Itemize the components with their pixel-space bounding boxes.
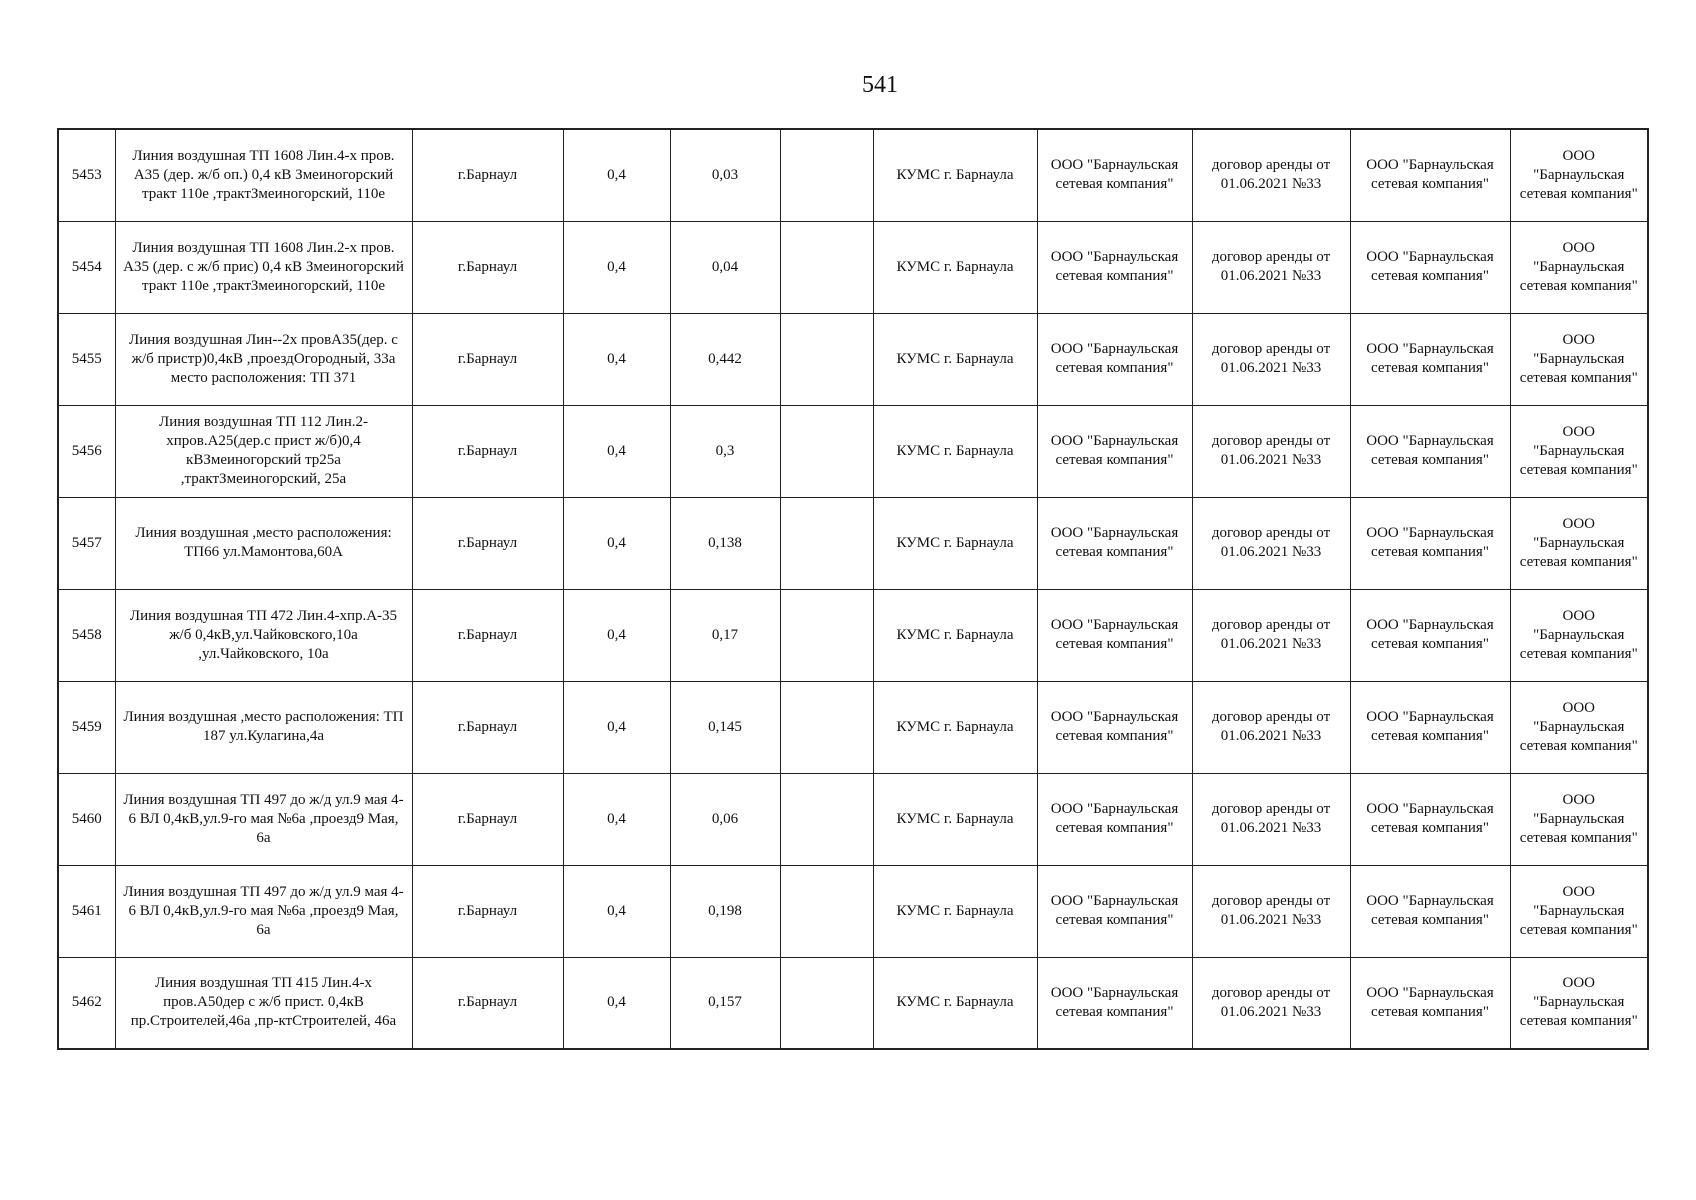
cell-owner: КУМС г. Барнаула (873, 221, 1037, 313)
cell-extra (780, 405, 873, 497)
cell-city: г.Барнаул (412, 497, 563, 589)
cell-basis: договор аренды от 01.06.2021 №33 (1192, 129, 1350, 221)
table-row (58, 589, 1648, 681)
table-row (58, 497, 1648, 589)
cell-voltage: 0,4 (563, 865, 670, 957)
cell-holder: ООО "Барнаульская сетевая компания" (1037, 221, 1192, 313)
table-row (58, 681, 1648, 773)
cell-city: г.Барнаул (412, 221, 563, 313)
cell-name: Линия воздушная ,место расположения: ТП66 ул.Мамонтова,60А (115, 497, 412, 589)
registry-table (57, 128, 1649, 1050)
cell-name: Линия воздушная ТП 472 Лин.4-хпр.А-35 ж/б 0,4кВ,ул.Чайковского,10а ,ул.Чайковского, 10а (115, 589, 412, 681)
cell-owner: КУМС г. Барнаула (873, 589, 1037, 681)
cell-extra (780, 681, 873, 773)
cell-length: 0,04 (670, 221, 780, 313)
cell-id: 5453 (58, 129, 115, 221)
cell-maintainer: ООО "Барнаульская сетевая компания" (1510, 221, 1648, 313)
cell-length: 0,06 (670, 773, 780, 865)
cell-holder: ООО "Барнаульская сетевая компания" (1037, 681, 1192, 773)
table-row (58, 865, 1648, 957)
cell-basis: договор аренды от 01.06.2021 №33 (1192, 221, 1350, 313)
cell-name: Линия воздушная ТП 1608 Лин.4-х пров. А35 (дер. ж/б оп.) 0,4 кВ Змеиногорский тракт 110е ,трактЗмеиногорский, 110е (115, 129, 412, 221)
cell-length: 0,198 (670, 865, 780, 957)
cell-id: 5459 (58, 681, 115, 773)
cell-id: 5458 (58, 589, 115, 681)
table-row (58, 773, 1648, 865)
page-number: 541 (862, 72, 898, 98)
cell-id: 5457 (58, 497, 115, 589)
cell-holder: ООО "Барнаульская сетевая компания" (1037, 313, 1192, 405)
cell-operator: ООО "Барнаульская сетевая компания" (1350, 405, 1510, 497)
cell-length: 0,138 (670, 497, 780, 589)
cell-extra (780, 221, 873, 313)
cell-length: 0,03 (670, 129, 780, 221)
cell-city: г.Барнаул (412, 313, 563, 405)
cell-name: Линия воздушная ТП 1608 Лин.2-х пров. А35 (дер. с ж/б прис) 0,4 кВ Змеиногорский тракт 110е ,трактЗмеиногорский, 110е (115, 221, 412, 313)
cell-id: 5461 (58, 865, 115, 957)
cell-holder: ООО "Барнаульская сетевая компания" (1037, 865, 1192, 957)
cell-city: г.Барнаул (412, 129, 563, 221)
cell-holder: ООО "Барнаульская сетевая компания" (1037, 957, 1192, 1049)
cell-extra (780, 589, 873, 681)
cell-extra (780, 313, 873, 405)
cell-holder: ООО "Барнаульская сетевая компания" (1037, 405, 1192, 497)
cell-name: Линия воздушная ,место расположения: ТП 187 ул.Кулагина,4а (115, 681, 412, 773)
cell-basis: договор аренды от 01.06.2021 №33 (1192, 957, 1350, 1049)
cell-owner: КУМС г. Барнаула (873, 129, 1037, 221)
cell-city: г.Барнаул (412, 405, 563, 497)
cell-name: Линия воздушная ТП 415 Лин.4-х пров.А50дер с ж/б прист. 0,4кВ пр.Строителей,46а ,пр-ктСтроителей, 46а (115, 957, 412, 1049)
cell-extra (780, 957, 873, 1049)
cell-voltage: 0,4 (563, 589, 670, 681)
cell-id: 5462 (58, 957, 115, 1049)
cell-extra (780, 497, 873, 589)
cell-voltage: 0,4 (563, 313, 670, 405)
cell-operator: ООО "Барнаульская сетевая компания" (1350, 497, 1510, 589)
cell-basis: договор аренды от 01.06.2021 №33 (1192, 313, 1350, 405)
cell-voltage: 0,4 (563, 221, 670, 313)
table-row (58, 221, 1648, 313)
cell-holder: ООО "Барнаульская сетевая компания" (1037, 773, 1192, 865)
cell-owner: КУМС г. Барнаула (873, 865, 1037, 957)
cell-maintainer: ООО "Барнаульская сетевая компания" (1510, 681, 1648, 773)
cell-voltage: 0,4 (563, 681, 670, 773)
cell-owner: КУМС г. Барнаула (873, 313, 1037, 405)
cell-name: Линия воздушная ТП 112 Лин.2-хпров.А25(дер.с прист ж/б)0,4 кВЗмеиногорский тр25а ,трактЗмеиногорский, 25а (115, 405, 412, 497)
cell-id: 5456 (58, 405, 115, 497)
cell-operator: ООО "Барнаульская сетевая компания" (1350, 773, 1510, 865)
cell-voltage: 0,4 (563, 957, 670, 1049)
cell-basis: договор аренды от 01.06.2021 №33 (1192, 865, 1350, 957)
table-row (58, 313, 1648, 405)
cell-operator: ООО "Барнаульская сетевая компания" (1350, 957, 1510, 1049)
cell-basis: договор аренды от 01.06.2021 №33 (1192, 497, 1350, 589)
cell-maintainer: ООО "Барнаульская сетевая компания" (1510, 129, 1648, 221)
cell-operator: ООО "Барнаульская сетевая компания" (1350, 681, 1510, 773)
cell-city: г.Барнаул (412, 773, 563, 865)
cell-length: 0,3 (670, 405, 780, 497)
cell-length: 0,17 (670, 589, 780, 681)
cell-basis: договор аренды от 01.06.2021 №33 (1192, 773, 1350, 865)
cell-extra (780, 865, 873, 957)
cell-name: Линия воздушная Лин--2х провА35(дер. с ж/б пристр)0,4кВ ,проездОгородный, 33а место расположения: ТП 371 (115, 313, 412, 405)
cell-voltage: 0,4 (563, 497, 670, 589)
cell-length: 0,157 (670, 957, 780, 1049)
cell-owner: КУМС г. Барнаула (873, 957, 1037, 1049)
cell-maintainer: ООО "Барнаульская сетевая компания" (1510, 497, 1648, 589)
cell-voltage: 0,4 (563, 129, 670, 221)
cell-city: г.Барнаул (412, 589, 563, 681)
cell-operator: ООО "Барнаульская сетевая компания" (1350, 129, 1510, 221)
cell-holder: ООО "Барнаульская сетевая компания" (1037, 129, 1192, 221)
cell-extra (780, 773, 873, 865)
cell-voltage: 0,4 (563, 405, 670, 497)
cell-holder: ООО "Барнаульская сетевая компания" (1037, 497, 1192, 589)
cell-basis: договор аренды от 01.06.2021 №33 (1192, 405, 1350, 497)
cell-city: г.Барнаул (412, 957, 563, 1049)
cell-id: 5460 (58, 773, 115, 865)
cell-owner: КУМС г. Барнаула (873, 773, 1037, 865)
cell-operator: ООО "Барнаульская сетевая компания" (1350, 313, 1510, 405)
cell-id: 5454 (58, 221, 115, 313)
cell-length: 0,442 (670, 313, 780, 405)
cell-operator: ООО "Барнаульская сетевая компания" (1350, 589, 1510, 681)
table-row (58, 405, 1648, 497)
table-row (58, 957, 1648, 1049)
cell-city: г.Барнаул (412, 865, 563, 957)
cell-voltage: 0,4 (563, 773, 670, 865)
table-row (58, 129, 1648, 221)
cell-maintainer: ООО "Барнаульская сетевая компания" (1510, 589, 1648, 681)
cell-operator: ООО "Барнаульская сетевая компания" (1350, 865, 1510, 957)
cell-owner: КУМС г. Барнаула (873, 405, 1037, 497)
cell-maintainer: ООО "Барнаульская сетевая компания" (1510, 773, 1648, 865)
cell-owner: КУМС г. Барнаула (873, 497, 1037, 589)
cell-maintainer: ООО "Барнаульская сетевая компания" (1510, 865, 1648, 957)
cell-maintainer: ООО "Барнаульская сетевая компания" (1510, 405, 1648, 497)
cell-length: 0,145 (670, 681, 780, 773)
cell-extra (780, 129, 873, 221)
cell-name: Линия воздушная ТП 497 до ж/д ул.9 мая 4-6 ВЛ 0,4кВ,ул.9-го мая №6а ,проезд9 Мая, 6а (115, 773, 412, 865)
cell-name: Линия воздушная ТП 497 до ж/д ул.9 мая 4-6 ВЛ 0,4кВ,ул.9-го мая №6а ,проезд9 Мая, 6а (115, 865, 412, 957)
cell-owner: КУМС г. Барнаула (873, 681, 1037, 773)
cell-operator: ООО "Барнаульская сетевая компания" (1350, 221, 1510, 313)
cell-basis: договор аренды от 01.06.2021 №33 (1192, 681, 1350, 773)
cell-holder: ООО "Барнаульская сетевая компания" (1037, 589, 1192, 681)
cell-maintainer: ООО "Барнаульская сетевая компания" (1510, 313, 1648, 405)
table-body (58, 129, 1648, 1049)
cell-maintainer: ООО "Барнаульская сетевая компания" (1510, 957, 1648, 1049)
cell-id: 5455 (58, 313, 115, 405)
cell-city: г.Барнаул (412, 681, 563, 773)
cell-basis: договор аренды от 01.06.2021 №33 (1192, 589, 1350, 681)
